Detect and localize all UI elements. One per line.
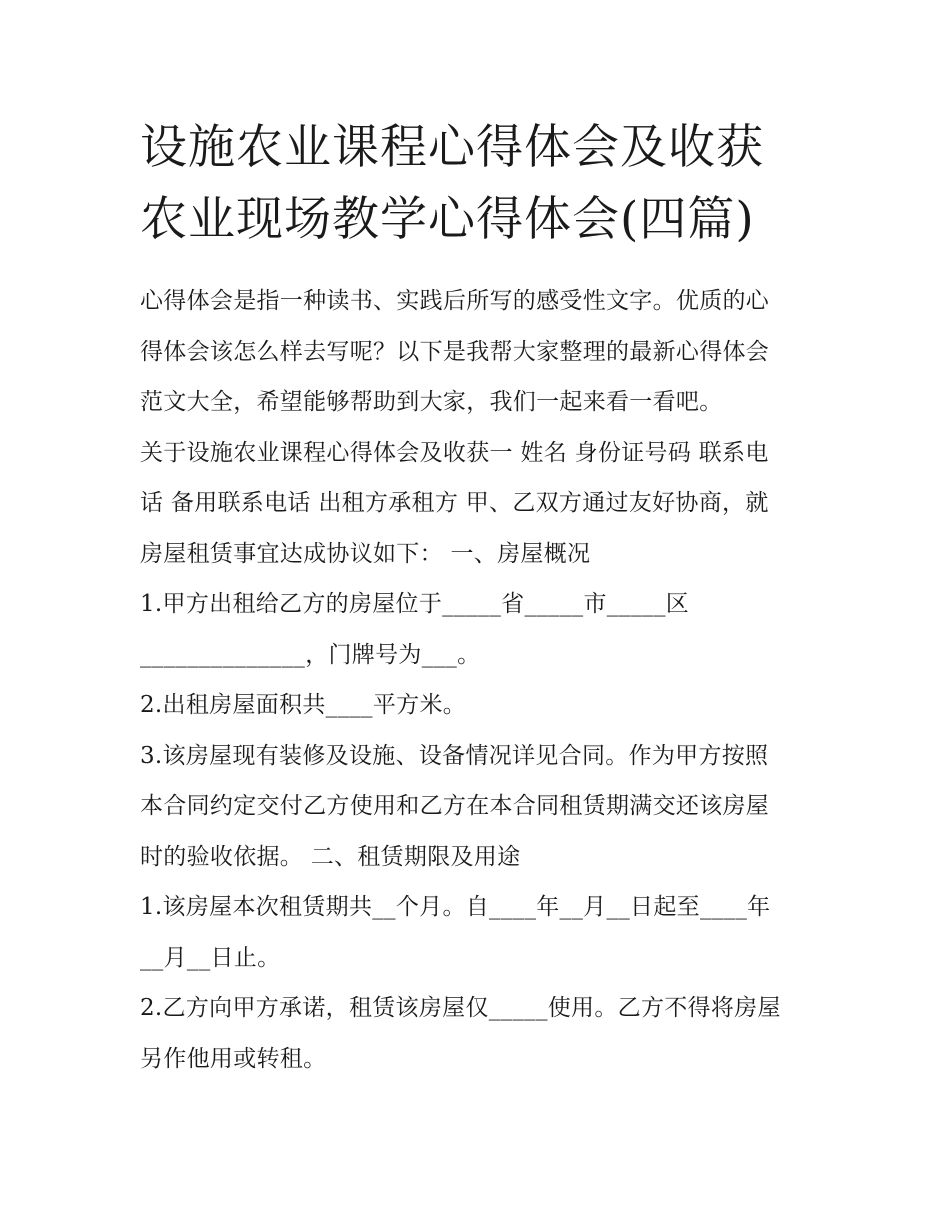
body-line-2: 得体会该怎么样去写呢？以下是我帮大家整理的最新心得体会: [140, 338, 770, 365]
body-line-13: 1.该房屋本次租赁期共__个月。自____年__月__日起至____年: [140, 894, 771, 920]
body-line-11: 本合同约定交付乙方使用和乙方在本合同租赁期满交还该房屋: [140, 793, 770, 819]
body-line-8: ______________，门牌号为___。: [140, 641, 481, 668]
body-line-14: __月__日止。: [140, 944, 281, 971]
body-line-4: 关于设施农业课程心得体会及收获一 姓名 身份证号码 联系电: [140, 439, 769, 466]
body-line-16: 另作他用或转租。: [140, 1045, 327, 1072]
document-body: [140, 276, 820, 1084]
title-line-2: 农业现场教学心得体会(四篇): [140, 192, 755, 247]
body-line-15: 2.乙方向甲方承诺，租赁该房屋仅_____使用。乙方不得将房屋: [140, 995, 781, 1021]
body-line-7: 1.甲方出租给乙方的房屋位于_____省_____市_____区: [140, 591, 690, 617]
body-line-1: 心得体会是指一种读书、实践后所写的感受性文字。优质的心: [140, 288, 770, 314]
body-line-3: 范文大全，希望能够帮助到大家，我们一起来看一看吧。: [140, 389, 723, 415]
body-line-12: 时的验收依据。 二、租赁期限及用途: [140, 843, 521, 870]
body-line-10: 3.该房屋现有装修及设施、设备情况详见合同。作为甲方按照: [140, 742, 769, 769]
body-line-5: 话 备用联系电话 出租方承租方 甲、乙双方通过友好协商，就: [140, 490, 769, 516]
document-title: [140, 112, 820, 256]
body-line-9: 2.出租房屋面积共____平方米。: [140, 692, 467, 718]
body-line-6: 房屋租赁事宜达成协议如下： 一、房屋概况: [140, 540, 591, 567]
title-line-1: 设施农业课程心得体会及收获: [140, 120, 764, 175]
